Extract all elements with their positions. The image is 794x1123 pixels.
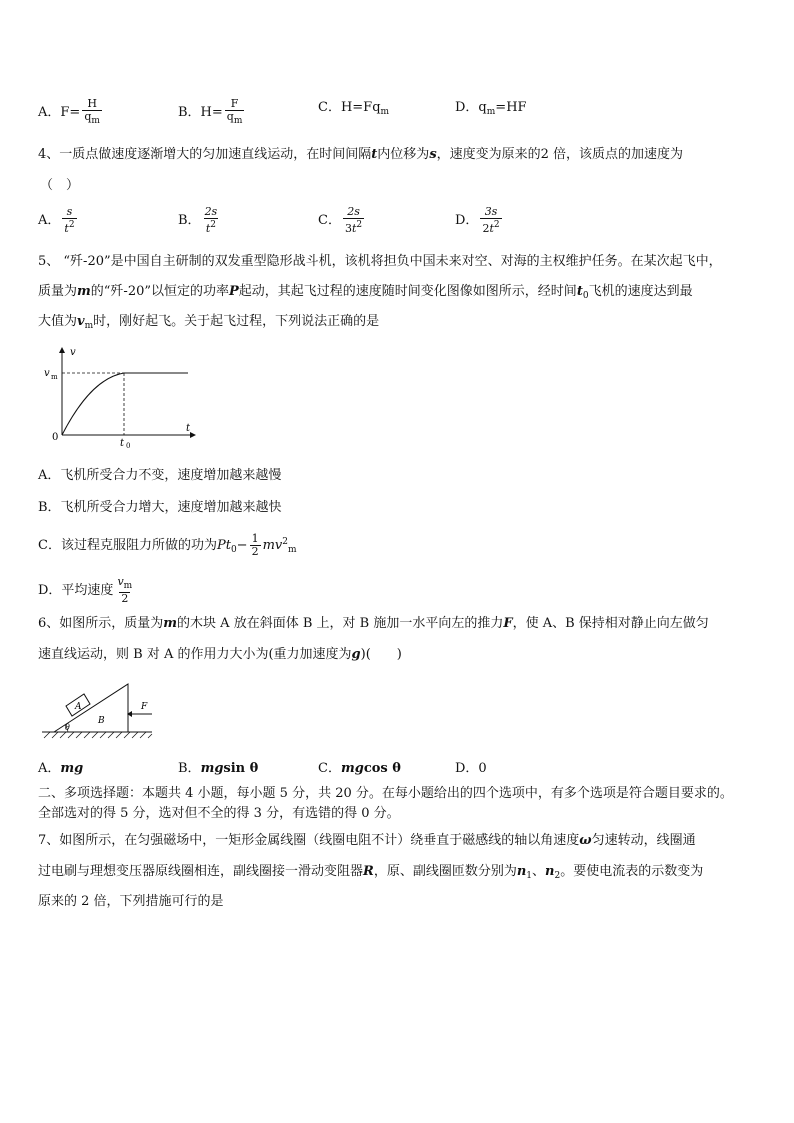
option-label: D．q: [455, 100, 487, 115]
sub-0: 0: [582, 291, 589, 301]
sub-m: m: [233, 116, 243, 126]
var-n1: n: [516, 864, 527, 879]
q7-line2: [38, 864, 703, 884]
label-f: F: [141, 702, 148, 712]
q4-option-a: [38, 206, 79, 235]
sub-m: m: [91, 116, 100, 126]
q4-option-d: [455, 206, 504, 235]
exp: 2: [356, 220, 363, 230]
var-v: v: [77, 314, 85, 329]
minus: −: [236, 538, 248, 553]
fraction-num: 2s: [204, 205, 218, 218]
text: ，速度变为原来的2 倍，该质点的加速度为: [436, 147, 684, 162]
sep: 、: [532, 864, 546, 879]
exp: 2: [493, 220, 500, 230]
text: )( ): [360, 647, 402, 662]
text: 匀速转动，线圈通: [591, 833, 696, 848]
v: v: [117, 575, 124, 588]
t-axis-arrow: [190, 432, 196, 438]
text: 过电刷与理想变压器原线圈相连，副线圈接一滑动变阻器: [38, 864, 364, 879]
text: 速直线运动，则 B 对 A 的作用力大小为(重力加速度为: [38, 647, 352, 662]
option-label: C．: [318, 761, 341, 776]
text: 4、一质点做速度逐渐增大的匀加速直线运动，在时间间隔: [38, 147, 372, 162]
t-axis-label: t: [186, 423, 191, 434]
text: 的“歼-20”以恒定的功率: [90, 284, 230, 299]
fraction-den: 2: [251, 545, 259, 558]
option-func: cos θ: [363, 761, 401, 776]
fraction-den: [225, 110, 245, 127]
option-value: mg: [340, 761, 364, 776]
label-a: A: [75, 702, 82, 712]
q5-line3: [38, 314, 379, 334]
text: ，原、副线圈匝数分别为: [373, 864, 517, 879]
sub-m: m: [84, 321, 94, 331]
q6-line2: [38, 647, 402, 663]
text: 7、如图所示，在匀强磁场中，一矩形金属线圈（线圈电阻不计）绕垂直于磁感线的轴以角速度: [38, 833, 580, 848]
q5-line1: 5、 “歼-20”是中国自主研制的双发重型隐形战斗机，该机将担负中国未来对空、对海的主权维护任务。在某次起飞中，: [38, 254, 722, 269]
text: C．该过程克服阻力所做的功为: [38, 538, 217, 553]
var-t0: t: [576, 284, 583, 299]
q3-option-d: [455, 100, 527, 120]
option-label: B．: [178, 213, 201, 228]
option-label: B．: [178, 761, 201, 776]
option-tail: =HF: [495, 100, 527, 115]
v-axis-label: v: [70, 347, 76, 358]
q5-option-c: [38, 533, 297, 558]
den-text: q: [84, 110, 92, 123]
option-label: A．: [38, 213, 61, 228]
fraction-den: 2: [121, 592, 129, 605]
text: 质量为: [38, 284, 78, 299]
fraction-den: [82, 110, 102, 127]
fraction: [343, 206, 364, 235]
option-func: sin θ: [223, 761, 259, 776]
v-axis-arrow: [59, 347, 65, 353]
fraction: [250, 533, 261, 558]
t0-label: t: [120, 438, 125, 449]
q6-option-a: [38, 761, 83, 777]
sub-m: m: [486, 107, 496, 117]
label-b: B: [98, 716, 105, 726]
text: D．平均速度: [38, 583, 114, 598]
den-t: t: [64, 222, 69, 235]
q5-line2: [38, 284, 693, 304]
q6-line1: [38, 616, 709, 632]
q4-option-c: [318, 206, 366, 235]
var-n2: n: [545, 864, 555, 879]
text: 。要使电流表的示数变为: [560, 864, 704, 879]
var-omega: ω: [579, 833, 592, 848]
den-t: t: [489, 222, 494, 235]
exp: 2: [210, 220, 216, 230]
q6-option-c: [318, 761, 401, 777]
pt: Pt: [216, 538, 231, 553]
den-t: t: [351, 222, 357, 235]
sub-m: m: [123, 581, 133, 591]
q6-option-d: D．0: [455, 761, 487, 776]
text: 大值为: [38, 314, 78, 329]
fraction-num: [115, 576, 134, 592]
label-theta: θ: [65, 723, 70, 732]
q5-option-b: B．飞机所受合力增大，速度增加越来越快: [38, 500, 282, 515]
option-label: B．H=: [178, 105, 223, 120]
q5-option-a: A．飞机所受合力不变，速度增加越来越慢: [38, 468, 282, 483]
q7-line3: 原来的 2 倍，下列措施可行的是: [38, 894, 224, 909]
sub-m: m: [287, 545, 297, 555]
q3-option-a: [38, 98, 104, 127]
fraction-den: [480, 218, 501, 235]
fraction: [480, 206, 501, 235]
fraction: [225, 98, 245, 127]
velocity-curve: [62, 373, 188, 435]
option-value: mg: [200, 761, 224, 776]
sub-m: m: [380, 107, 390, 117]
q5-option-d: [38, 576, 136, 605]
fraction-den: [62, 218, 76, 235]
option-value: mg: [60, 761, 84, 776]
den-t: t: [205, 222, 211, 235]
fraction-num: 1: [251, 532, 259, 545]
fraction-num: 3s: [484, 205, 498, 218]
text: 飞机的速度达到最: [588, 284, 693, 299]
fraction: [62, 206, 76, 235]
den-text: q: [226, 110, 234, 123]
section2-line2: 全部选对的得 5 分，选对但不全的得 3 分，有选错的得 0 分。: [38, 806, 400, 821]
fraction: [115, 576, 134, 605]
vm-label: v: [44, 368, 50, 379]
var-t: t: [371, 147, 378, 162]
text: 内位移为: [377, 147, 430, 162]
text: 起动，其起飞过程的速度随时间变化图像如图所示，经时间: [238, 284, 577, 299]
q7-line1: [38, 833, 696, 849]
den-coef: 2: [482, 222, 490, 235]
var-g: g: [351, 647, 361, 662]
incline-figure: [38, 676, 158, 744]
origin-label: 0: [52, 432, 59, 443]
text: 的木块 A 放在斜面体 B 上，对 B 施加一水平向左的推力: [177, 616, 504, 631]
sub-0: 0: [230, 545, 237, 555]
exp: 2: [282, 537, 288, 547]
den-coef: 3: [344, 222, 352, 235]
fraction: [203, 206, 220, 235]
option-label: C．: [318, 213, 341, 228]
mv: mv: [262, 538, 283, 553]
q3-option-b: [178, 98, 246, 127]
q4-stem: [38, 147, 683, 163]
sub-1: 1: [526, 871, 533, 881]
q6-option-b: [178, 761, 258, 777]
text: ，使 A、B 保持相对静止向左做匀: [512, 616, 709, 631]
velocity-time-graph: [40, 345, 200, 450]
text: 时，刚好起飞。关于起飞过程，下列说法正确的是: [93, 314, 380, 329]
fraction-num: s: [66, 205, 73, 218]
fraction-den: [343, 218, 364, 235]
option-label: C．H=Fq: [318, 100, 381, 115]
vm-sub-label: m: [51, 373, 58, 381]
var-s: s: [429, 147, 437, 162]
text: 6、如图所示，质量为: [38, 616, 164, 631]
exp: 2: [68, 220, 75, 230]
option-label: A．: [38, 761, 61, 776]
fraction-num: H: [87, 97, 97, 110]
fraction-den: [204, 218, 218, 235]
sub-2: 2: [554, 871, 561, 881]
q4-option-b: [178, 206, 221, 235]
section2-line1: 二、多项选择题：本题共 4 小题，每小题 5 分，共 20 分。在每小题给出的四个选项中，有多个选项是符合题目要求的。: [38, 786, 733, 801]
var-r: R: [363, 864, 374, 879]
q4-paren: （ ）: [40, 178, 80, 193]
fraction: [82, 98, 102, 127]
q3-option-c: [318, 100, 389, 120]
t0-sub-label: 0: [126, 442, 131, 450]
fraction-num: 2s: [347, 205, 360, 218]
var-p: P: [229, 284, 239, 299]
var-m: m: [77, 284, 91, 299]
var-m: m: [163, 616, 178, 631]
var-f: F: [503, 616, 513, 631]
option-label: A．F=: [38, 105, 81, 120]
ground-hatching: [44, 732, 152, 738]
fraction-num: F: [230, 97, 239, 110]
option-label: D．: [455, 213, 479, 228]
